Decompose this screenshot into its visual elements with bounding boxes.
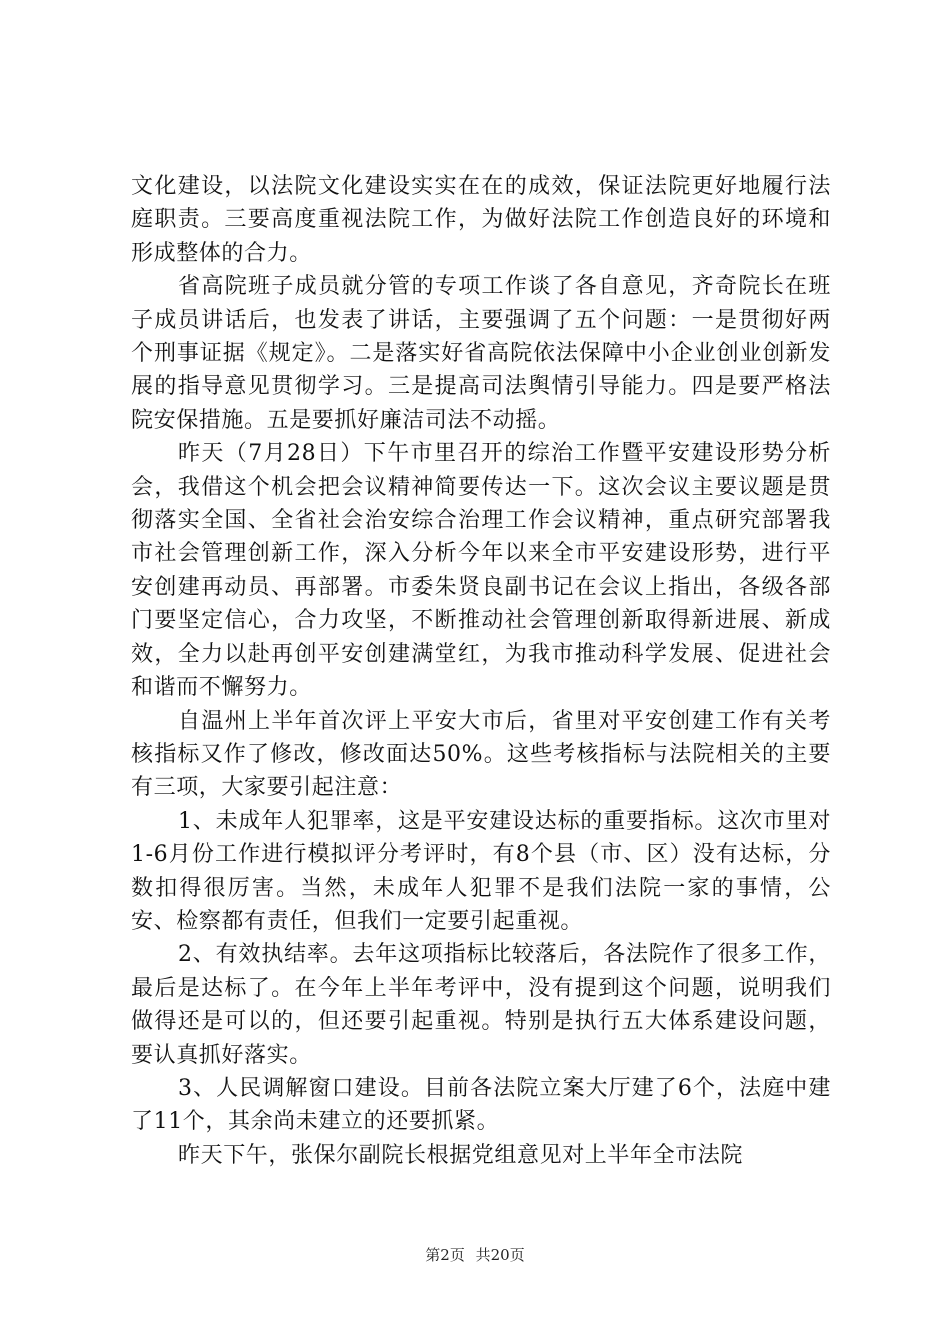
paragraph: 文化建设，以法院文化建设实实在在的成效，保证法院更好地履行法庭职责。三要高度重视法院工作，为做好法院工作创造良好的环境和形成整体的合力。 (131, 174, 831, 266)
paragraph: 昨天下午，张保尔副院长根据党组意见对上半年全市法院 (178, 1142, 744, 1168)
paragraph: 省高院班子成员就分管的专项工作谈了各自意见，齐奇院长在班子成员讲话后，也发表了讲话，主要强调了五个问题：一是贯彻好两个刑事证据《规定》。二是落实好省高院依法保障中小企业创业创新发展的指导意见贯彻学习。三是提高司法舆情引导能力。四是要严格法院安保措施。五是要抓好廉洁司法不动摇。 (131, 274, 831, 433)
paragraph: 自温州上半年首次评上平安大市后，省里对平安创建工作有关考核指标又作了修改，修改面达50%。这些考核指标与法院相关的主要有三项，大家要引起注意： (131, 708, 831, 801)
page-number: 第2页 (425, 1246, 465, 1264)
page-total: 共20页 (475, 1246, 525, 1264)
document-body (131, 170, 831, 1172)
paragraph: 2、有效执结率。去年这项指标比较落后，各法院作了很多工作，最后是达标了。在今年上半年考评中，没有提到这个问题，说明我们做得还是可以的，但还要引起重视。特别是执行五大体系建设问题，要认真抓好落实。 (131, 942, 831, 1068)
paragraph: 3、人民调解窗口建设。目前各法院立案大厅建了6个，法庭中建了11个，其余尚未建立的还要抓紧。 (131, 1075, 831, 1135)
page-footer (0, 1244, 950, 1265)
paragraph: 昨天（7月28日）下午市里召开的综治工作暨平安建设形势分析会，我借这个机会把会议精神简要传达一下。这次会议主要议题是贯彻落实全国、全省社会治安综合治理工作会议精神，重点研究部署我市社会管理创新工作，深入分析今年以来全市平安建设形势，进行平安创建再动员、再部署。市委朱贤良副书记在会议上指出，各级各部门要坚定信心，合力攻坚，不断推动社会管理创新取得新进展、新成效，全力以赴再创平安创建满堂红，为我市推动科学发展、促进社会和谐而不懈努力。 (131, 441, 831, 701)
paragraph: 1、未成年人犯罪率，这是平安建设达标的重要指标。这次市里对1-6月份工作进行模拟评分考评时，有8个县（市、区）没有达标，分数扣得很厉害。当然，未成年人犯罪不是我们法院一家的事情，公安、检察都有责任，但我们一定要引起重视。 (131, 808, 831, 934)
